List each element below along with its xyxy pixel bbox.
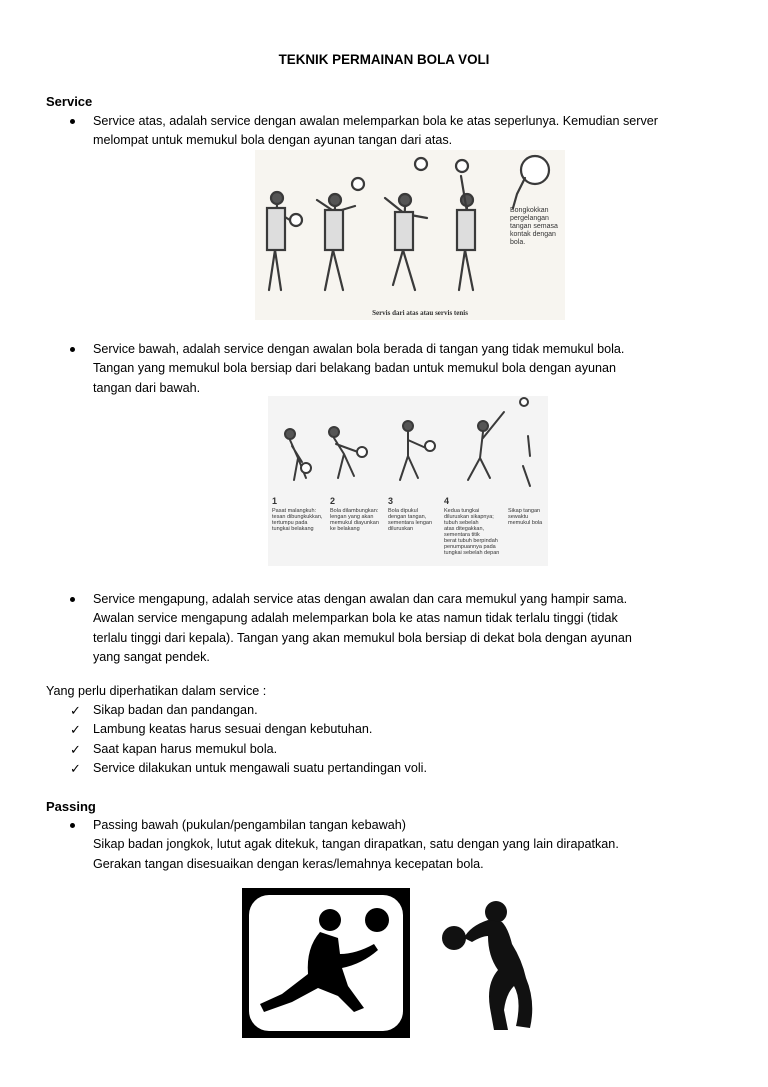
step-number: 3 — [388, 496, 394, 506]
passing-heading: Passing — [46, 799, 96, 814]
paragraph-line: Service bawah, adalah service dengan awalan bola berada di tangan yang tidak memukul bola. — [93, 342, 625, 356]
checklist-item: ✓ Service dilakukan untuk mengawali suatu pertandingan voli. — [70, 759, 730, 778]
paragraph-line: Gerakan tangan disesuaikan dengan keras/lemahnya kecepatan bola. — [93, 856, 484, 871]
figure-service-bawah — [268, 396, 548, 566]
figure1-note-line: bola. — [510, 239, 526, 246]
list-item-service-mengapung — [70, 590, 730, 668]
svg-text:Bola dipukul dengan: Bola dipukul dengan tangan, sementara lengan diluruskan — [388, 508, 433, 532]
paragraph-line: melompat untuk memukul bola dengan ayunan tangan dari atas. — [93, 133, 453, 148]
notes-intro: Yang perlu diperhatikan dalam service : — [46, 684, 267, 698]
checklist-item: ✓ Saat kapan harus memukul bola. — [70, 740, 730, 759]
bullet-icon — [70, 347, 75, 352]
passing-player-silhouette-icon — [436, 890, 566, 1036]
checklist-item: ✓ Sikap badan dan pandangan. — [70, 701, 730, 720]
paragraph-line: Sikap badan jongkok, lutut agak ditekuk, tangan dirapatkan, satu dengan yang lain dirapatkan. — [93, 837, 619, 852]
list-item-service-atas — [70, 112, 730, 151]
page-title: TEKNIK PERMAINAN BOLA VOLI — [278, 52, 490, 67]
paragraph-line: tangan dari bawah. — [93, 380, 201, 395]
list-item-service-bawah — [70, 340, 730, 398]
paragraph-line: Service atas, adalah service dengan awalan melemparkan bola ke atas seperlunya. Kemudian server — [93, 114, 658, 128]
paragraph-line: Awalan service mengapung adalah melemparkan bola ke atas namun tidak terlalu tinggi (tidak — [93, 611, 618, 626]
step-number: 2 — [330, 496, 336, 506]
figure-service-atas — [255, 150, 565, 320]
figure1-note-line: Bongkokkan — [510, 207, 549, 214]
list-item-passing-bawah — [70, 816, 730, 874]
svg-text:Kedua tungkai diluru: Kedua tungkai diluruskan sikapnya; tubuh sebelah atas ditegakkan, sementara titik berat tubuh berpindah penumpuannya pada tungkai sebelah depan — [444, 508, 500, 556]
paragraph-line: yang sangat pendek. — [93, 650, 210, 665]
service-bawah-illustration — [268, 396, 548, 566]
figure1-note-line: tangan semasa — [510, 223, 558, 230]
service-atas-illustration — [255, 150, 565, 320]
bullet-icon — [70, 823, 75, 828]
figure1-note-line: kontak dengan — [510, 231, 556, 238]
passing-pictogram — [242, 888, 410, 1038]
checklist-item: ✓ Lambung keatas harus sesuai dengan kebutuhan. — [70, 720, 730, 739]
checkmark-icon: ✓ — [70, 741, 81, 757]
checkmark-icon: ✓ — [70, 761, 81, 777]
passing-silhouette — [436, 890, 566, 1036]
checkmark-icon: ✓ — [70, 703, 81, 718]
svg-text:Bola dilambungkan: l: Bola dilambungkan: lengan yang akan memukul diayunkan ke belakang — [330, 508, 379, 532]
checklist — [70, 701, 730, 779]
paragraph-line: Service mengapung, adalah service atas dengan awalan dan cara memukul yang hampir sama. — [93, 592, 628, 606]
volleyball-player-icon — [242, 888, 410, 1038]
svg-text:Pasat malangkuh: tes: Pasat malangkuh: tesan dibungkukkan, tertumpu pada tungkai belakang — [272, 508, 323, 532]
svg-text:Sikap tangan sewaktu: Sikap tangan sewaktu memukul bola — [508, 508, 543, 526]
checkmark-icon: ✓ — [70, 722, 81, 738]
bullet-icon — [70, 597, 75, 602]
paragraph-line: terlalu tinggi dari kepala). Tangan yang akan memukul bola bersiap di dekat bola dengan ayunan — [93, 630, 632, 645]
step-number: 1 — [272, 496, 278, 506]
paragraph-line: Passing bawah (pukulan/pengambilan tangan kebawah) — [93, 818, 406, 832]
step-number: 4 — [444, 496, 450, 506]
bullet-icon — [70, 119, 75, 124]
figure1-note-line: pergelangan — [510, 215, 549, 222]
paragraph-line: Tangan yang memukul bola bersiap dari belakang badan untuk memukul bola dengan ayunan — [93, 361, 617, 376]
service-heading: Service — [46, 94, 93, 109]
figure1-caption: Servis dari atas atau servis tenis — [372, 309, 468, 317]
